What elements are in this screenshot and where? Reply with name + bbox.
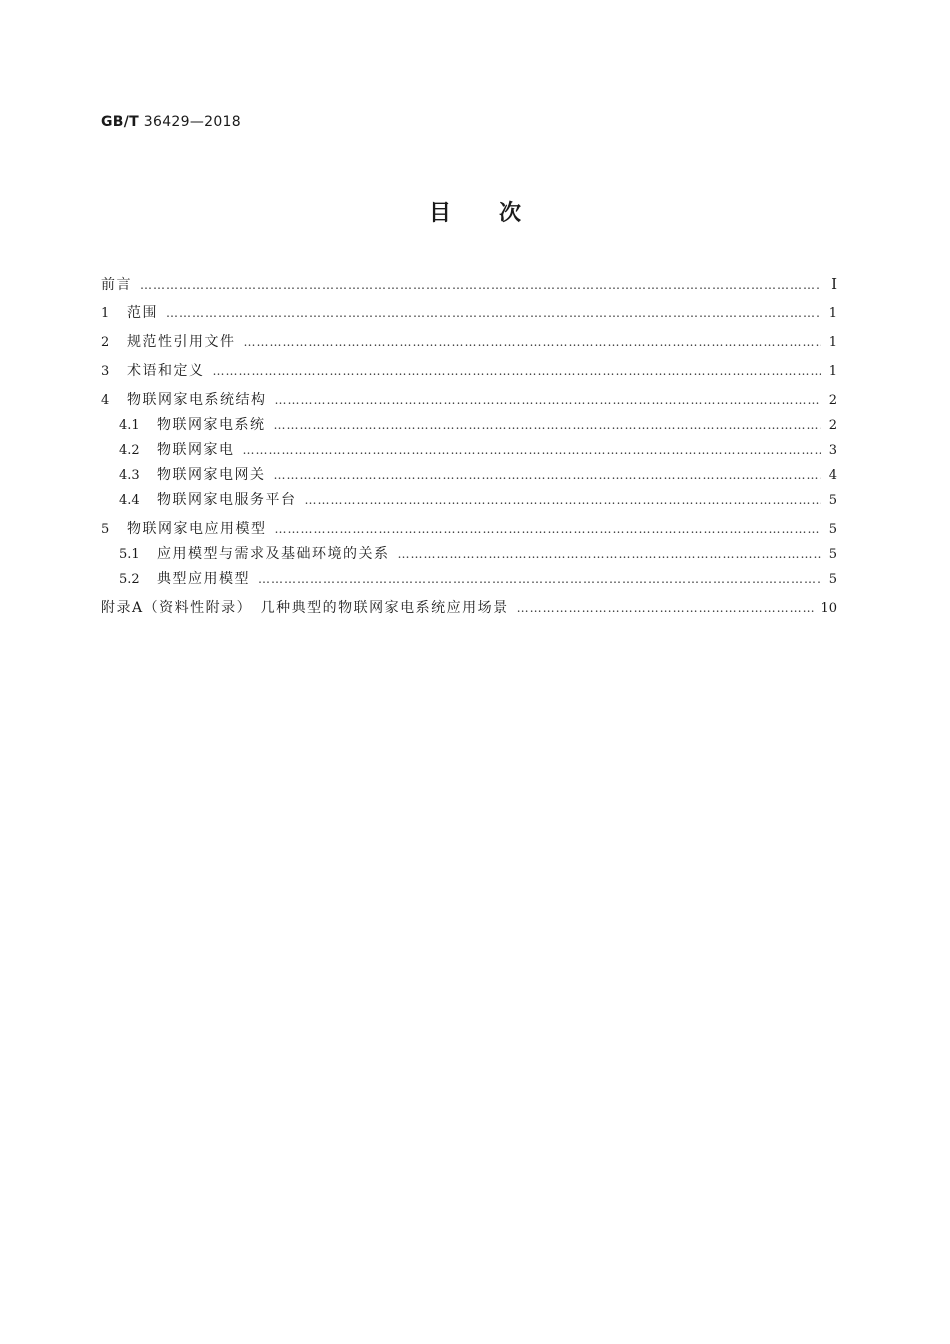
toc-entry-number: 5.2: [119, 572, 140, 587]
toc-entry-5-2[interactable]: [101, 567, 837, 592]
toc-entry-number: 4.2: [119, 443, 140, 458]
toc-leader-dots: [243, 438, 822, 463]
standard-code: [101, 114, 241, 130]
toc-entry-page: 10: [820, 601, 837, 616]
toc-entry-label: 规范性引用文件: [127, 334, 236, 350]
toc-entry-page: 5: [828, 572, 837, 587]
toc-entry-number: 4.4: [119, 493, 140, 508]
toc-leader-dots: [213, 359, 822, 384]
toc-entry-number: 2: [101, 335, 110, 350]
toc-leader-dots: [517, 596, 815, 621]
toc-entry-page: 1: [828, 335, 837, 350]
toc-entry-5-1[interactable]: [101, 542, 837, 567]
toc-entry-3[interactable]: [101, 359, 837, 384]
toc-entry-4-2[interactable]: [101, 438, 837, 463]
toc-entry-page: 5: [828, 522, 837, 537]
toc-leader-dots: [258, 567, 821, 592]
toc-entry-number: 4.3: [119, 468, 140, 483]
toc-entry-4-3[interactable]: [101, 463, 837, 488]
toc-entry-label: 物联网家电系统结构: [127, 392, 267, 408]
toc-entry-number: 5: [101, 522, 110, 537]
toc-entry-page: 3: [828, 443, 837, 458]
toc-entry-label: 物联网家电服务平台: [157, 492, 297, 508]
toc-entry-page: 2: [828, 418, 837, 433]
toc-entry-number: 5.1: [119, 547, 140, 562]
toc-leader-dots: [166, 301, 821, 326]
toc-entry-foreword[interactable]: [101, 272, 837, 297]
toc-entry-appendix-a[interactable]: [101, 596, 837, 621]
toc-leader-dots: [274, 463, 822, 488]
toc-entry-5[interactable]: [101, 517, 837, 542]
toc-title: 目次: [428, 201, 569, 226]
toc-entry-page: 2: [828, 393, 837, 408]
table-of-contents: [101, 272, 837, 621]
toc-entry-number: 4.1: [119, 418, 140, 433]
toc-leader-dots: [398, 542, 822, 567]
toc-entry-4-4[interactable]: [101, 488, 837, 513]
toc-leader-dots: [275, 388, 822, 413]
toc-leader-dots: [305, 488, 822, 513]
toc-entry-page: 5: [828, 547, 837, 562]
toc-entry-label: 附录A（资料性附录） 几种典型的物联网家电系统应用场景: [101, 600, 509, 616]
toc-entry-page: 1: [828, 306, 837, 321]
toc-entry-4[interactable]: [101, 388, 837, 413]
toc-entry-number: 3: [101, 364, 110, 379]
toc-entry-number: 1: [101, 306, 110, 321]
toc-entry-label: 物联网家电应用模型: [127, 521, 267, 537]
toc-leader-dots: [274, 413, 822, 438]
toc-entry-label: 典型应用模型: [157, 571, 250, 587]
toc-entry-label: 应用模型与需求及基础环境的关系: [157, 546, 390, 562]
toc-leader-dots: [244, 330, 822, 355]
standard-prefix: GB/T: [101, 114, 140, 130]
toc-entry-number: 4: [101, 393, 110, 408]
standard-number: 36429—2018: [143, 114, 241, 130]
toc-entry-label: 物联网家电系统: [157, 417, 266, 433]
toc-entry-4-1[interactable]: [101, 413, 837, 438]
toc-entry-page: 4: [828, 468, 837, 483]
toc-entry-page: I: [831, 275, 837, 293]
toc-entry-page: 1: [828, 364, 837, 379]
toc-entry-1[interactable]: [101, 301, 837, 326]
toc-entry-label: 物联网家电网关: [157, 467, 266, 483]
toc-entry-label: 物联网家电: [157, 442, 235, 458]
toc-entry-label: 术语和定义: [127, 363, 205, 379]
toc-entry-2[interactable]: [101, 330, 837, 355]
toc-entry-label: 前言: [101, 277, 132, 293]
toc-entry-label: 范围: [127, 305, 158, 321]
toc-entry-page: 5: [828, 493, 837, 508]
toc-leader-dots: [140, 273, 821, 298]
toc-leader-dots: [275, 517, 822, 542]
